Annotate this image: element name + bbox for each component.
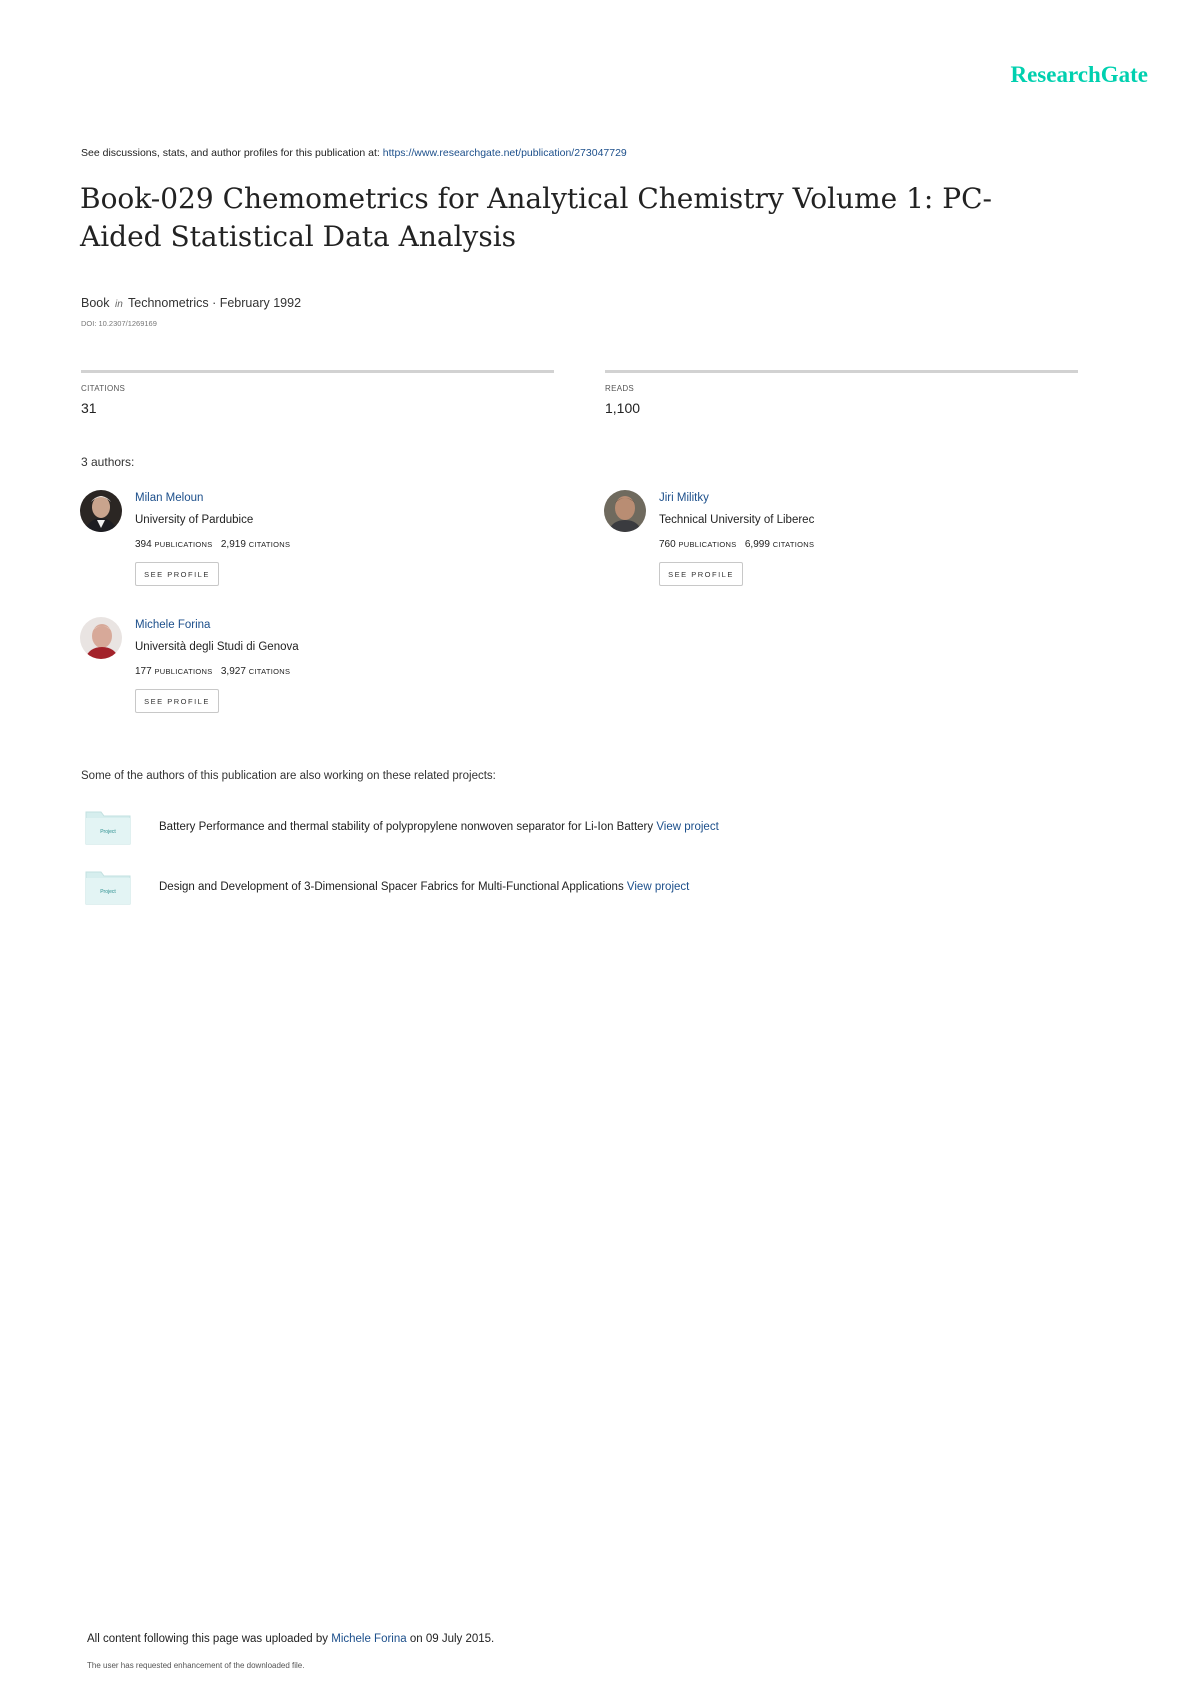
- author-name[interactable]: Jiri Militky: [659, 492, 709, 504]
- author-stats: [135, 539, 290, 550]
- publication-meta: [81, 296, 301, 310]
- folder-icon: [85, 809, 131, 850]
- project-title: Design and Development of 3-Dimensional Spacer Fabrics for Multi-Functional Applications: [159, 881, 624, 893]
- author-name[interactable]: Michele Forina: [135, 619, 211, 631]
- reads-value: 1,100: [605, 400, 641, 416]
- citations-label: CITATIONS: [81, 384, 126, 393]
- doi: DOI: 10.2307/1269169: [81, 319, 157, 328]
- view-project-link[interactable]: View project: [626, 881, 690, 893]
- citations-divider: [81, 370, 554, 373]
- see-profile-button[interactable]: SEE PROFILE: [135, 689, 219, 713]
- publications-count: 177: [135, 666, 152, 677]
- publication-type: Book: [81, 296, 110, 310]
- author-card: [80, 490, 560, 600]
- publication-title: Book-029 Chemometrics for Analytical Chemistry Volume 1: PC-Aided Statistical Data Analysis: [80, 182, 992, 253]
- author-citations-label: CITATIONS: [248, 667, 291, 676]
- author-citations-count: 2,919: [220, 539, 246, 550]
- author-stats: [659, 539, 814, 550]
- in-label: in: [114, 299, 123, 310]
- avatar[interactable]: [80, 617, 122, 659]
- publication-url-link[interactable]: https://www.researchgate.net/publication/273047729: [382, 147, 627, 159]
- project-text: [159, 821, 719, 833]
- author-citations-count: 3,927: [220, 666, 246, 677]
- author-institution: Università degli Studi di Genova: [135, 641, 299, 653]
- author-citations-count: 6,999: [744, 539, 770, 550]
- see-discussions-line: [81, 147, 627, 159]
- journal-date: Technometrics · February 1992: [128, 296, 302, 310]
- reads-divider: [605, 370, 1078, 373]
- author-citations-label: CITATIONS: [772, 540, 815, 549]
- reads-label: READS: [605, 384, 635, 393]
- folder-icon: [85, 869, 131, 910]
- see-profile-button[interactable]: SEE PROFILE: [135, 562, 219, 586]
- author-card: [604, 490, 1084, 600]
- folder-label: Project: [100, 829, 116, 835]
- author-institution: University of Pardubice: [135, 514, 254, 526]
- authors-count: 3 authors:: [81, 455, 135, 469]
- see-profile-button[interactable]: SEE PROFILE: [659, 562, 743, 586]
- publications-count: 760: [659, 539, 676, 550]
- related-projects-heading: Some of the authors of this publication are also working on these related projects:: [81, 770, 496, 782]
- view-project-link[interactable]: View project: [656, 821, 719, 833]
- enhancement-note: The user has requested enhancement of the downloaded file.: [87, 1661, 305, 1670]
- author-card: [80, 617, 560, 727]
- see-discussions-text: See discussions, stats, and author profiles for this publication at:: [81, 147, 380, 159]
- researchgate-logo[interactable]: ResearchGate: [1010, 62, 1148, 87]
- folder-label: Project: [100, 889, 116, 895]
- publications-label: PUBLICATIONS: [154, 540, 213, 549]
- avatar[interactable]: [604, 490, 646, 532]
- author-stats: [135, 666, 290, 677]
- project-item: [85, 809, 985, 849]
- publications-label: PUBLICATIONS: [678, 540, 737, 549]
- project-title: Battery Performance and thermal stability of polypropylene nonwoven separator for Li-Ion Battery: [159, 821, 654, 833]
- upload-info: [87, 1633, 494, 1645]
- project-text: [159, 881, 689, 893]
- author-institution: Technical University of Liberec: [659, 514, 815, 526]
- project-item: [85, 869, 985, 909]
- upload-suffix: on 09 July 2015.: [409, 1633, 495, 1645]
- upload-prefix: All content following this page was uploaded by: [87, 1633, 329, 1645]
- publications-label: PUBLICATIONS: [154, 667, 213, 676]
- publications-count: 394: [135, 539, 152, 550]
- author-citations-label: CITATIONS: [248, 540, 291, 549]
- author-name[interactable]: Milan Meloun: [135, 492, 204, 504]
- uploader-link[interactable]: Michele Forina: [331, 1633, 407, 1645]
- avatar[interactable]: [80, 490, 122, 532]
- citations-value: 31: [81, 400, 97, 416]
